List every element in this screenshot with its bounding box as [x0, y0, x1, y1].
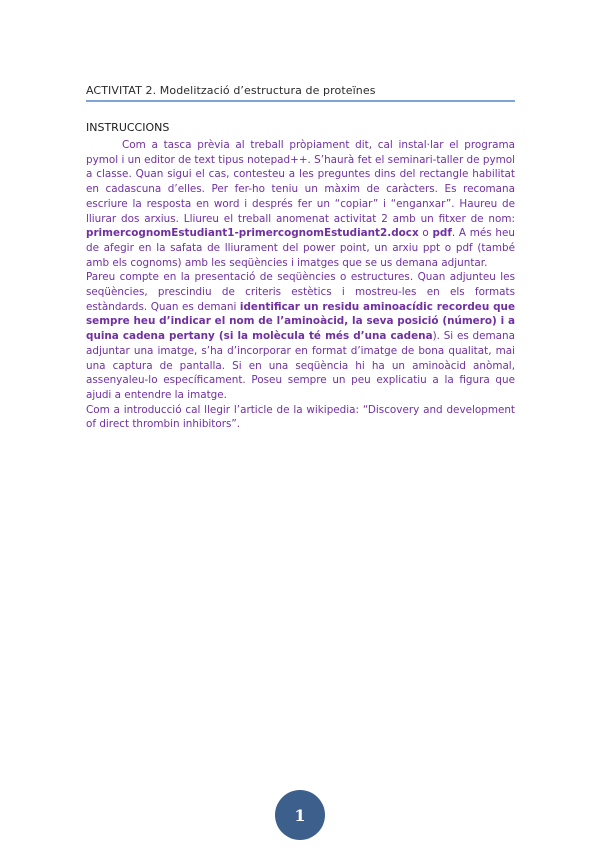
residue-instruction-bold: identificar un residu aminoacídic recordeu que sempre heu d’indicar el nom de l’aminoàcid, la seva posició (número) i a quina cadena pertany (si la molècula té més d’una cadena [86, 300, 515, 343]
paragraph-text: Com a tasca prèvia al treball pròpiament dit, cal instal·lar el programa pymol i un editor de text tipus notepad++. S’haurà fet el seminari-taller de pymol a classe. Quan sigui el cas, contesteu a les preguntes dins del rectangle habilitat en cadascuna d’elles. Per fer-ho teniu un màxim de caràcters. Es recomana escriure la resposta en word i després fer un “copiar” i “enganxar”. Haureu de lliurar dos arxius. Lliureu el treball anomenat activitat 2 amb un fitxer de nom: [86, 139, 515, 225]
paragraph-intro [86, 138, 515, 270]
format-bold: pdf [432, 227, 452, 240]
paragraph-text: Pareu compte en la presentació de seqüències o estructures. Quan adjunteu les seqüències, prescindiu de criteris estètics i mostreu-les en els formats estàndards. Quan es demani [86, 271, 515, 313]
header-divider [86, 100, 515, 102]
paragraph-reading [86, 403, 515, 432]
document-header: ACTIVITAT 2. Modelització d’estructura de proteïnes [86, 84, 376, 97]
paragraph-text: . A més heu de afegir en la safata de lliurament del power point, un arxiu ppt o pdf (també amb els cognoms) amb les seqüències i imatges que se us demana adjuntar. [86, 227, 515, 269]
paragraph-text: o [418, 227, 433, 240]
section-heading: INSTRUCCIONS [86, 121, 170, 134]
paragraph-text: ). Si es demana adjuntar una imatge, s’ha d’incorporar en format d’imatge de bona qualitat, mai una captura de pantalla. Si en una seqüència hi ha un aminoàcid anòmal, assenyaleu-lo específicament. Poseu sempre un peu explicatiu a la figura que ajudi a entendre la imatge. [86, 330, 515, 401]
paragraph-sequences [86, 270, 515, 402]
instructions-body [86, 138, 515, 432]
page-number-badge: 1 [275, 790, 325, 840]
filename-bold: primercognomEstudiant1-primercognomEstudiant2.docx [86, 227, 419, 240]
paragraph-text: Com a introducció cal llegir l’article de la wikipedia: “Discovery and development of direct thrombin inhibitors”. [86, 403, 515, 431]
